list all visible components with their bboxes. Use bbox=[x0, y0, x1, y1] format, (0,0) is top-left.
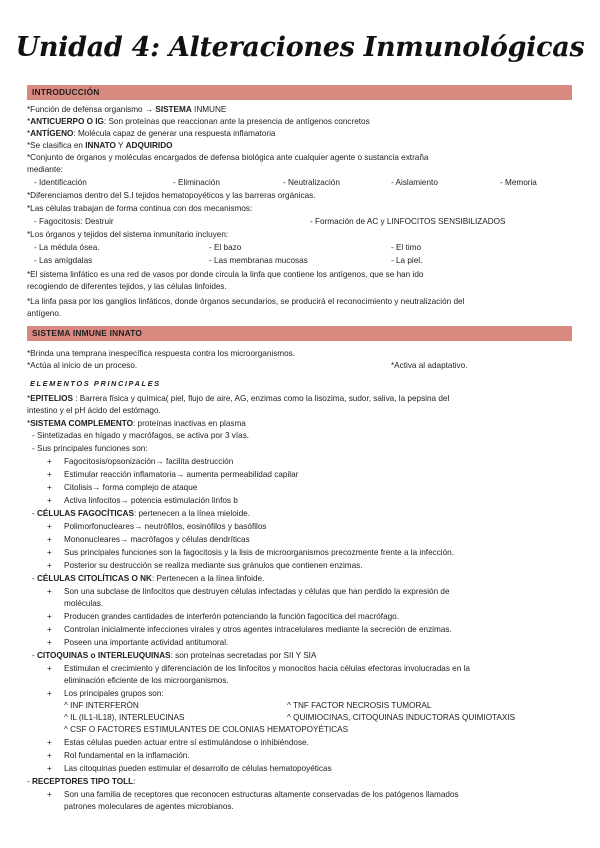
list-item: Controlan inicialmente infecciones virales y otros agentes intracelulares mediante la secreción de enzimas. bbox=[64, 625, 452, 634]
text-line: *Se clasifica en INNATO Y ADQUIRIDO bbox=[27, 141, 173, 150]
bullet-glyph: + bbox=[47, 496, 52, 505]
text-line: intestino y el pH ácido del estómago. bbox=[27, 406, 161, 415]
list-item: Poseen una importante actividad antitumoral. bbox=[64, 638, 229, 647]
list-item: - Aislamiento bbox=[391, 178, 438, 187]
sub-list-item: ^ INF INTERFERÓN bbox=[64, 701, 139, 710]
text-line: *La linfa pasa por los ganglios linfáticos, donde órganos secundarios, se producirá el reconocimiento y neutralización del bbox=[27, 297, 465, 306]
list-item: - El bazo bbox=[209, 243, 242, 252]
list-item: Posterior su destrucción se realiza mediante sus gránulos que contienen enzimas. bbox=[64, 561, 363, 570]
bullet-glyph: + bbox=[47, 738, 52, 747]
sub-list-item: ^ QUIMIOCINAS, CITOQUINAS INDUCTORAS QUIMIOTAXIS bbox=[287, 713, 516, 722]
text-line: - RECEPTORES TIPO TOLL: bbox=[27, 777, 136, 786]
list-item: Estimulan el crecimiento y diferenciación de los linfocitos y monocitos hacia células efectoras involucradas en la bbox=[64, 664, 470, 673]
list-item: Mononucleares→ macrófagos y células dendríticas bbox=[64, 535, 250, 544]
list-item: Polimorfonucleares→ neutrófilos, eosinófilos y basófilos bbox=[64, 522, 267, 531]
bullet-glyph: + bbox=[47, 664, 52, 673]
bullet-glyph: + bbox=[47, 548, 52, 557]
text-line: *Activa al adaptativo. bbox=[391, 361, 468, 370]
subheading: ELEMENTOS PRINCIPALES bbox=[30, 379, 161, 388]
bullet-glyph: + bbox=[47, 587, 52, 596]
bullet-glyph: + bbox=[47, 689, 52, 698]
text-line: *Las células trabajan de forma continua con dos mecanismos: bbox=[27, 204, 253, 213]
text-line: *Función de defensa organismo → SISTEMA INMUNE bbox=[27, 105, 227, 114]
list-item: Fagocitosis/opsonización→ facilita destrucción bbox=[64, 457, 234, 466]
text-line: - CITOQUINAS o INTERLEUQUINAS: son proteínas secretadas por SII Y SIA bbox=[32, 651, 317, 660]
list-item: Estimular reacción inflamatoria→ aumenta permeabilidad capilar bbox=[64, 470, 299, 479]
page-title: Unidad 4: Alteraciones Inmunológicas bbox=[15, 32, 585, 63]
bullet-glyph: + bbox=[47, 638, 52, 647]
text-line: recogiendo de diferentes tejidos, y las células linfoides. bbox=[27, 282, 227, 291]
text-line: mediante: bbox=[27, 165, 63, 174]
list-item: Producen grandes cantidades de interferón potenciando la función fagocítica del macrófago. bbox=[64, 612, 399, 621]
list-item: - Memoria bbox=[500, 178, 537, 187]
list-item: - Eliminación bbox=[173, 178, 220, 187]
bullet-glyph: + bbox=[47, 561, 52, 570]
bullet-glyph: + bbox=[47, 535, 52, 544]
list-item: Son una subclase de linfocitos que destruyen células infectadas y células que han perdido la expresión de bbox=[64, 587, 450, 596]
list-item: - Neutralización bbox=[283, 178, 340, 187]
section-header-introduccion: INTRODUCCIÓN bbox=[27, 85, 572, 100]
list-item-continuation: patrones moleculares de agentes microbianos. bbox=[64, 802, 234, 811]
bullet-glyph: + bbox=[47, 625, 52, 634]
bullet-glyph: + bbox=[47, 612, 52, 621]
list-item: Son una familia de receptores que reconocen estructuras altamente conservadas de los patógenos llamados bbox=[64, 790, 459, 799]
list-item: - La médula ósea. bbox=[34, 243, 100, 252]
list-item: - Las amígdalas bbox=[34, 256, 93, 265]
bullet-glyph: + bbox=[47, 470, 52, 479]
sub-list-item: ^ TNF FACTOR NECROSIS TUMORAL bbox=[287, 701, 432, 710]
list-item: - El timo bbox=[391, 243, 422, 252]
text-line: *EPITELIOS : Barrera física y química( piel, flujo de aire, AG, enzimas como la lisozima, sudor, saliva, la pepsina del bbox=[27, 394, 450, 403]
text-line: - Sus principales funciones son: bbox=[32, 444, 148, 453]
text-line: *Actúa al inicio de un proceso. bbox=[27, 361, 138, 370]
list-item: - Las membranas mucosas bbox=[209, 256, 308, 265]
bullet-glyph: + bbox=[47, 764, 52, 773]
list-item: - Formación de AC y LINFOCITOS SENSIBILIZADOS bbox=[310, 217, 506, 226]
text-line: *El sistema linfático es una red de vasos por donde circula la linfa que contiene los antígenos, que se han ido bbox=[27, 270, 424, 279]
text-line: *Brinda una temprana inespecífica respuesta contra los microorganismos. bbox=[27, 349, 296, 358]
list-item: Citolisis→ forma complejo de ataque bbox=[64, 483, 198, 492]
text-line: - CÉLULAS CITOLÍTICAS O NK: Pertenecen a la línea linfoide. bbox=[32, 574, 265, 583]
list-item: Rol fundamental en la inflamación. bbox=[64, 751, 190, 760]
bullet-glyph: + bbox=[47, 522, 52, 531]
text-line: *Los órganos y tejidos del sistema inmunitario incluyen: bbox=[27, 230, 229, 239]
sub-list-item: ^ CSF O FACTORES ESTIMULANTES DE COLONIAS HEMATOPOYÉTICAS bbox=[64, 725, 349, 734]
text-line: *Diferenciamos dentro del S.I tejidos hematopoyéticos y las barreras orgánicas. bbox=[27, 191, 316, 200]
list-item: - Fagocitosis: Destruir bbox=[34, 217, 114, 226]
text-line: *ANTÍGENO: Molécula capaz de generar una respuesta inflamatoria bbox=[27, 129, 276, 138]
bullet-glyph: + bbox=[47, 483, 52, 492]
list-item: Activa linfocitos→ potencia estimulación linfos b bbox=[64, 496, 238, 505]
text-line: antígeno. bbox=[27, 309, 62, 318]
text-line: - Sintetizadas en hígado y macrófagos, se activa por 3 vías. bbox=[32, 431, 250, 440]
text-line: *SISTEMA COMPLEMENTO: proteínas inactivas en plasma bbox=[27, 419, 246, 428]
bullet-glyph: + bbox=[47, 790, 52, 799]
text-line: - CÉLULAS FAGOCÍTICAS: pertenecen a la línea mieloide. bbox=[32, 509, 250, 518]
text-line: *Conjunto de órganos y moléculas encargados de defensa biológica ante cualquier agente o sustancia extraña bbox=[27, 153, 429, 162]
sub-list-item: ^ IL (IL1-IL18), INTERLEUCINAS bbox=[64, 713, 185, 722]
list-item-continuation: eliminación eficiente de los microorganismos. bbox=[64, 676, 229, 685]
list-item: Los principales grupos son: bbox=[64, 689, 164, 698]
list-item: Las citoquinas pueden estimular el desarrollo de células hematopoyéticas bbox=[64, 764, 332, 773]
list-item: - La piel. bbox=[391, 256, 423, 265]
list-item: - Identificación bbox=[34, 178, 87, 187]
list-item-continuation: moléculas. bbox=[64, 599, 104, 608]
list-item: Estas células pueden actuar entre sí estimulándose o inhibiéndose. bbox=[64, 738, 309, 747]
text-line: *ANTICUERPO O IG: Son proteínas que reaccionan ante la presencia de antígenos concretos bbox=[27, 117, 370, 126]
list-item: Sus principales funciones son la fagocitosis y la lisis de microorganismos precozmente frente a la infección. bbox=[64, 548, 455, 557]
section-header-innato: SISTEMA INMUNE INNATO bbox=[27, 326, 572, 341]
bullet-glyph: + bbox=[47, 457, 52, 466]
bullet-glyph: + bbox=[47, 751, 52, 760]
